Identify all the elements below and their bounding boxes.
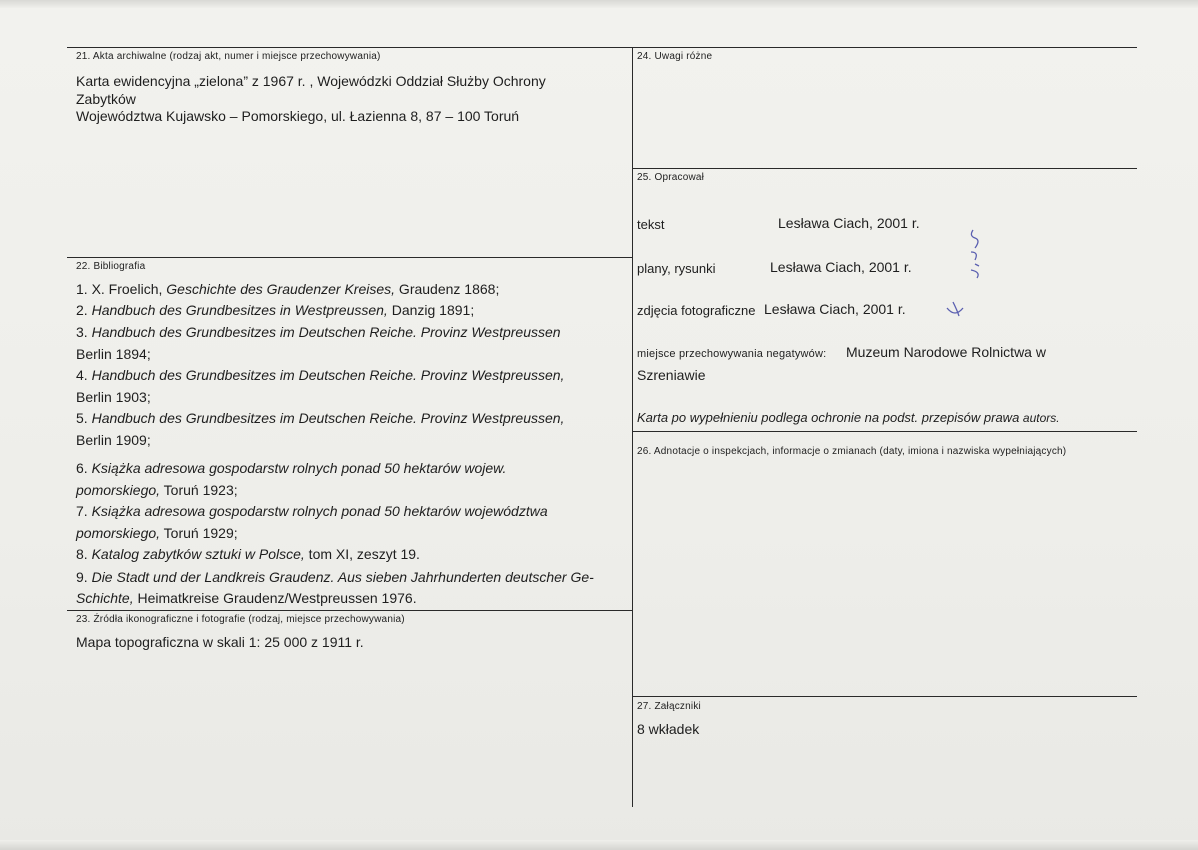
section-22-label: 22. Bibliografia: [76, 261, 146, 272]
section-24-label: 24. Uwagi różne: [637, 51, 713, 62]
section-21-line-3: Województwa Kujawsko – Pomorskiego, ul. Łazienna 8, 87 – 100 Toruń: [76, 108, 520, 124]
zdjecia-value: Lesława Ciach, 2001 r.: [764, 301, 906, 317]
center-divider-line: [632, 47, 633, 807]
bibliography-item: 8. Katalog zabytków sztuki w Polsce, tom XI, zeszyt 19.: [76, 546, 420, 562]
plany-value: Lesława Ciach, 2001 r.: [770, 259, 912, 275]
tekst-value: Lesława Ciach, 2001 r.: [778, 215, 920, 231]
divider-26-27: [632, 696, 1137, 697]
bibliography-item: 9. Die Stadt und der Landkreis Graudenz. Aus sieben Jahrhunderten deutscher Ge-: [76, 569, 594, 585]
section-23-label: 23. Źródła ikonograficzne i fotografie (rodzaj, miejsce przechowywania): [76, 614, 405, 625]
top-border-line: [67, 47, 1137, 48]
bibliography-item: 3. Handbuch des Grundbesitzes im Deutschen Reiche. Provinz Westpreussen: [76, 324, 561, 340]
bibliography-item: Berlin 1894;: [76, 346, 151, 362]
zdjecia-label: zdjęcia fotograficzne: [637, 303, 756, 318]
bibliography-item: 7. Książka adresowa gospodarstw rolnych ponad 50 hektarów województwa: [76, 503, 548, 519]
divider-21-22: [67, 257, 633, 258]
negatywy-label: miejsce przechowywania negatywów:: [637, 348, 827, 360]
divider-22-23: [67, 610, 633, 611]
bibliography-item: pomorskiego, Toruń 1923;: [76, 482, 238, 498]
bibliography-item: 6. Książka adresowa gospodarstw rolnych ponad 50 hektarów wojew.: [76, 460, 507, 476]
bibliography-item: 5. Handbuch des Grundbesitzes im Deutschen Reiche. Provinz Westpreussen,: [76, 410, 565, 426]
section-21-line-1: Karta ewidencyjna „zielona” z 1967 r. , Wojewódzki Oddział Służby Ochrony: [76, 73, 546, 89]
section-26-label: 26. Adnotacje o inspekcjach, informacje o zmianach (daty, imiona i nazwiska wypełniających): [637, 446, 1067, 457]
section-21-line-2: Zabytków: [76, 91, 136, 107]
plany-label: plany, rysunki: [637, 261, 716, 276]
negatywy-value-line-1: Muzeum Narodowe Rolnictwa w: [846, 344, 1046, 360]
section-27-value: 8 wkładek: [637, 721, 700, 737]
section-25-label: 25. Opracował: [637, 172, 705, 183]
divider-25-26: [632, 431, 1137, 432]
bibliography-item: pomorskiego, Toruń 1929;: [76, 525, 238, 541]
bibliography-item: Berlin 1903;: [76, 389, 151, 405]
page-bottom-edge: [0, 840, 1198, 850]
bibliography-item: 2. Handbuch des Grundbesitzes in Westpreussen, Danzig 1891;: [76, 302, 475, 318]
bibliography-item: 1. X. Froelich, Geschichte des Graudenzer Kreises, Graudenz 1868;: [76, 281, 500, 297]
section-27-label: 27. Załączniki: [637, 701, 701, 712]
karta-note: Karta po wypełnieniu podlega ochronie na podst. przepisów prawa autors.: [637, 410, 1060, 425]
handwritten-signature: [935, 222, 995, 322]
bibliography-item: Berlin 1909;: [76, 432, 151, 448]
bibliography-item: Schichte, Heimatkreise Graudenz/Westpreussen 1976.: [76, 590, 417, 606]
tekst-label: tekst: [637, 217, 665, 232]
divider-24-25: [632, 168, 1137, 169]
section-21-label: 21. Akta archiwalne (rodzaj akt, numer i miejsce przechowywania): [76, 51, 381, 62]
bibliography-item: 4. Handbuch des Grundbesitzes im Deutschen Reiche. Provinz Westpreussen,: [76, 367, 565, 383]
page-top-edge: [0, 0, 1198, 8]
negatywy-value-line-2: Szreniawie: [637, 367, 706, 383]
section-23-value: Mapa topograficzna w skali 1: 25 000 z 1911 r.: [76, 634, 364, 650]
